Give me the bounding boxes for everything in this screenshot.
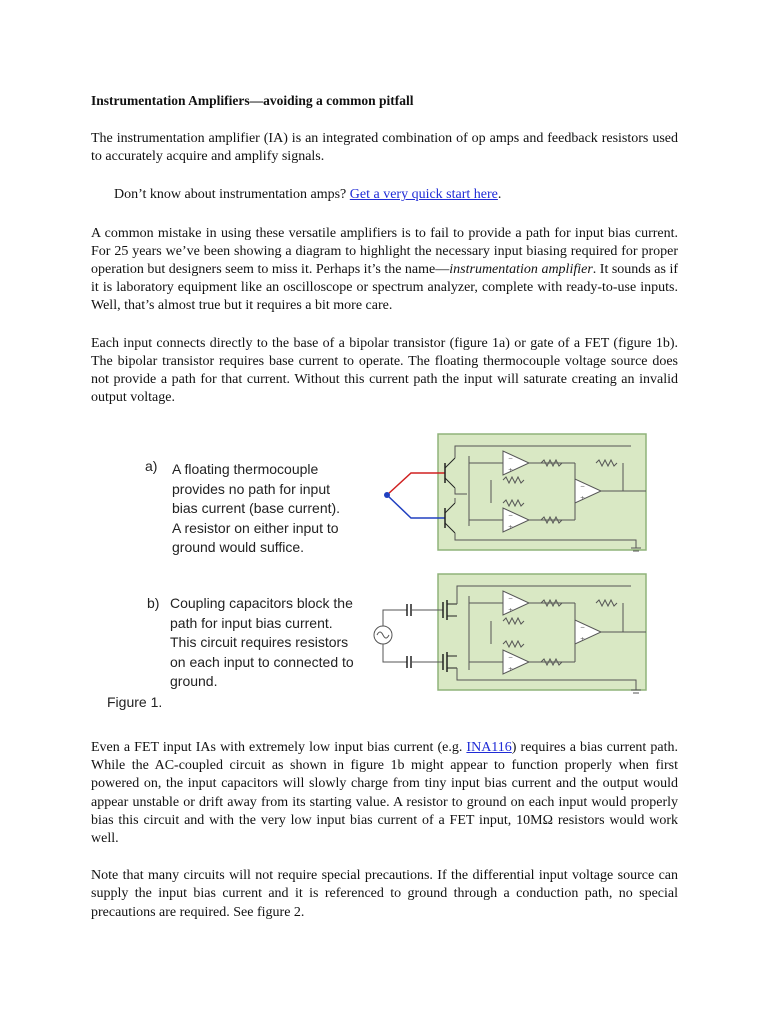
ina116-link[interactable]: INA116 (466, 740, 512, 755)
caption-line: on each input to connected to (170, 653, 354, 670)
page-title: Instrumentation Amplifiers—avoiding a common pitfall (91, 93, 414, 108)
thermocouple-wire-red (387, 473, 445, 495)
note-paragraph: Note that many circuits will not require special precautions. If the differential input voltage source can supply the input bias current and it is referenced to ground through a conduction path, no special precautions are required. See figure 2. (91, 868, 678, 920)
figure-a-label: a) (145, 458, 158, 474)
circuit-diagrams: − + (91, 428, 678, 718)
intro-paragraph: The instrumentation amplifier (IA) is an integrated combination of op amps and feedback resistors used to accurately acquire and amplify signals. (91, 131, 678, 165)
caption-line: This circuit requires resistors (170, 634, 349, 650)
figure-b-label: b) (147, 595, 160, 611)
mistake-text-2: . It sounds as if it is laboratory equipment like an oscilloscope or spectrum analyzer, complete with ready-to-use inputs. Well, that’s almost true but it requires a bit more care. (91, 262, 679, 314)
caption-line: A floating thermocouple (172, 461, 319, 477)
quickstart-suffix: . (497, 187, 502, 203)
fet-text-1: Even a FET input IAs with extremely low input bias current (e.g. (91, 740, 467, 755)
document-body (91, 92, 678, 407)
caption-line: path for input bias current. (170, 614, 333, 631)
caption-line: A resistor on either input to (172, 519, 339, 536)
thermocouple-junction (384, 492, 390, 498)
quickstart-prefix: Don’t know about instrumentation amps? (114, 187, 350, 203)
fet-paragraph (91, 739, 678, 848)
caption-line: ground. (170, 673, 218, 689)
quickstart-line (91, 186, 678, 204)
caption-line: ground would suffice. (172, 539, 305, 555)
document-body-continued (91, 739, 678, 922)
caption-line: provides no path for input (172, 480, 330, 497)
input-paragraph: Each input connects directly to the base of a bipolar transistor (figure 1a) or gate of a FET (figure 1b). The bipolar transistor requires base current to operate. The floating thermocouple voltage source does not provide a path for that current. Without this current path the input will saturate creating an invalid output voltage. (91, 335, 678, 406)
circuit-a (384, 434, 646, 551)
mistake-paragraph (91, 225, 678, 316)
figure-1 (91, 420, 678, 718)
thermocouple-wire-blue (387, 495, 445, 518)
quick-start-link[interactable]: Get a very quick start here (349, 187, 498, 203)
mistake-text-1: A common mistake in using these versatile amplifiers is to fail to provide a path for input bias current. For 25 years we’ve been showing a diagram to highlight the necessary input biasing required for proper operation but designers seem to miss it. Perhaps it’s the name— (91, 225, 678, 278)
figure-caption: Figure 1. (107, 694, 163, 710)
caption-line: bias current (base current). (172, 500, 341, 516)
caption-line: Coupling capacitors block the (170, 595, 353, 611)
mistake-italic: instrumentation amplifier (449, 262, 593, 278)
circuit-b (374, 574, 646, 693)
fet-text-2: ) requires a bias current path. While the AC-coupled circuit as shown in figure 1b might appear to function properly when first powered on, the input capacitors will slowly charge from tiny input bias current and the output would appear unstable or drift away from its starting value. A resistor to ground on each input would properly bias this circuit and with the very low input bias current of a FET input, 10MΩ resistors would work well. (91, 740, 679, 847)
